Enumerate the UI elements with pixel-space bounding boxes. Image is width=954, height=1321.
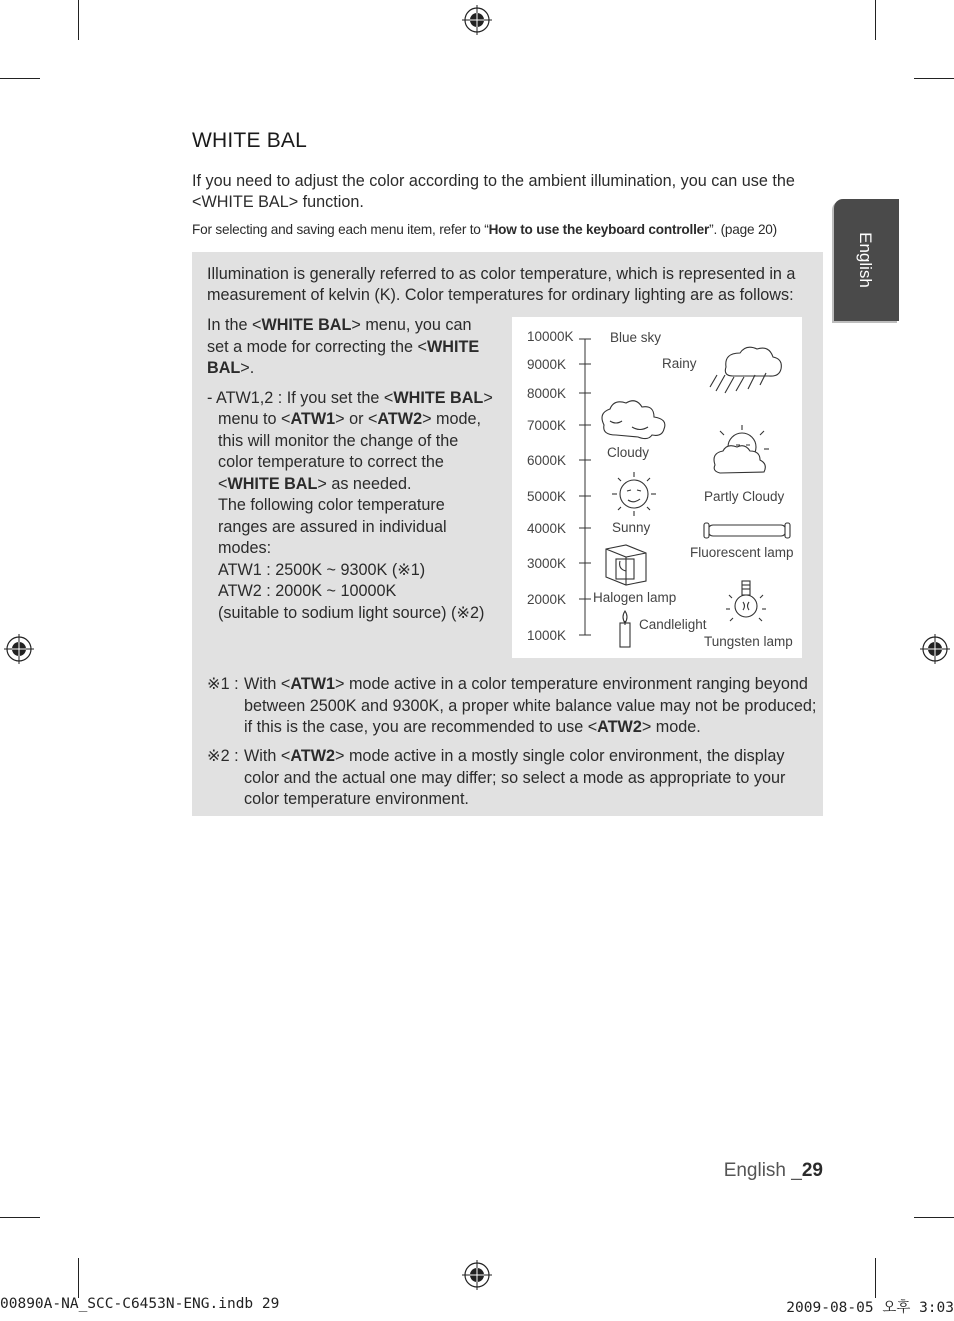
tick-label: 9000K xyxy=(527,357,567,372)
crop-mark xyxy=(914,1217,954,1218)
print-slug-date: 2009-08-05 오후 3:03 xyxy=(786,1300,954,1316)
range-intro: The following color temperature ranges are assured in individual modes: xyxy=(218,496,447,557)
box-intro-text: Illumination is generally referred to as color temperature, which is represented in a measurement of kelvin (K). Color temperatures for ordinary lighting are as follows: xyxy=(207,265,796,304)
tick-label: 4000K xyxy=(527,521,567,536)
crop-mark xyxy=(875,1258,876,1298)
footnote-2: ※2 : With <ATW2> mode active in a mostly single color environment, the display color and the actual one may differ; so select a mode as appropriate to your color temperature environment. xyxy=(207,747,786,808)
reference-note: For selecting and saving each menu item, refer to “How to use the keyboard controller”. (page 20) xyxy=(192,222,777,237)
section-intro: If you need to adjust the color according to the ambient illumination, you can use the <WHITE BAL> function. xyxy=(192,172,795,211)
registration-mark-icon xyxy=(4,634,34,664)
print-slug-file: 00890A-NA_SCC-C6453N-ENG.indb 29 xyxy=(0,1296,280,1312)
crop-mark xyxy=(914,78,954,79)
page-number: 29 xyxy=(801,1160,823,1181)
crop-mark xyxy=(78,1258,79,1298)
halogen-lamp-icon xyxy=(606,545,646,585)
tick-label: 1000K xyxy=(527,628,567,643)
tick-label: 8000K xyxy=(527,386,567,401)
color-temperature-chart xyxy=(512,317,802,658)
reference-link: How to use the keyboard controller xyxy=(488,222,710,237)
source-label-partly-cloudy: Partly Cloudy xyxy=(704,489,785,504)
section-title: WHITE BAL xyxy=(192,129,307,152)
tick-label: 6000K xyxy=(527,453,567,468)
source-label-blue-sky: Blue sky xyxy=(610,330,662,345)
page-footer xyxy=(724,1160,823,1182)
source-label-candlelight: Candlelight xyxy=(639,617,707,632)
crop-mark xyxy=(0,1217,40,1218)
mode-description xyxy=(207,315,497,624)
crop-mark xyxy=(875,0,876,40)
footnote-marker: ※1 : xyxy=(207,675,239,693)
language-tab-label: English xyxy=(856,232,875,288)
crop-mark xyxy=(78,0,79,40)
source-label-sunny: Sunny xyxy=(612,520,651,535)
fluorescent-tube-icon xyxy=(704,523,790,538)
registration-mark-icon xyxy=(462,5,492,35)
atw1-range: ATW1 : 2500K ~ 9300K (※1) xyxy=(218,560,426,579)
light-bulb-icon xyxy=(726,581,766,621)
footnote-1: ※1 : With <ATW1> mode active in a color temperature environment ranging beyond between 2500K and 9300K, a proper white balance value may not be produced; if this is the case, you are recommended to use <ATW2> mode. xyxy=(207,675,817,736)
tick-label: 2000K xyxy=(527,592,567,607)
atw2-range-note: (suitable to sodium light source) (※2) xyxy=(218,603,485,622)
registration-mark-icon xyxy=(920,634,950,664)
cloud-icon xyxy=(602,401,665,439)
source-label-halogen: Halogen lamp xyxy=(593,590,677,605)
tick-label: 10000K xyxy=(527,329,574,344)
menu-description: In the <WHITE BAL> menu, you can set a mode for correcting the <WHITE BAL>. xyxy=(207,316,480,377)
source-label-tungsten: Tungsten lamp xyxy=(704,634,793,649)
footer-language: English _ xyxy=(723,1160,802,1181)
atw2-range: ATW2 : 2000K ~ 10000K xyxy=(218,582,397,600)
footnote-marker: ※2 : xyxy=(207,747,239,765)
info-box xyxy=(192,252,823,816)
source-label-cloudy: Cloudy xyxy=(607,445,650,460)
sun-icon xyxy=(612,472,656,516)
language-side-tab xyxy=(834,199,899,321)
tick-label: 3000K xyxy=(527,556,567,571)
registration-mark-icon xyxy=(462,1260,492,1290)
partly-cloudy-icon xyxy=(714,425,769,473)
crop-mark xyxy=(0,78,40,79)
rain-cloud-icon xyxy=(710,347,781,393)
candle-icon xyxy=(620,611,630,647)
source-label-rainy: Rainy xyxy=(662,356,697,371)
tick-label: 5000K xyxy=(527,489,567,504)
tick-label: 7000K xyxy=(527,418,567,433)
atw-list-item: - ATW1,2 : If you set the <WHITE BAL> menu to <ATW1> or <ATW2> mode, this will monitor the change of the color temperature to correct the <WHITE BAL> as needed. xyxy=(207,388,493,493)
source-label-fluorescent: Fluorescent lamp xyxy=(690,545,794,560)
